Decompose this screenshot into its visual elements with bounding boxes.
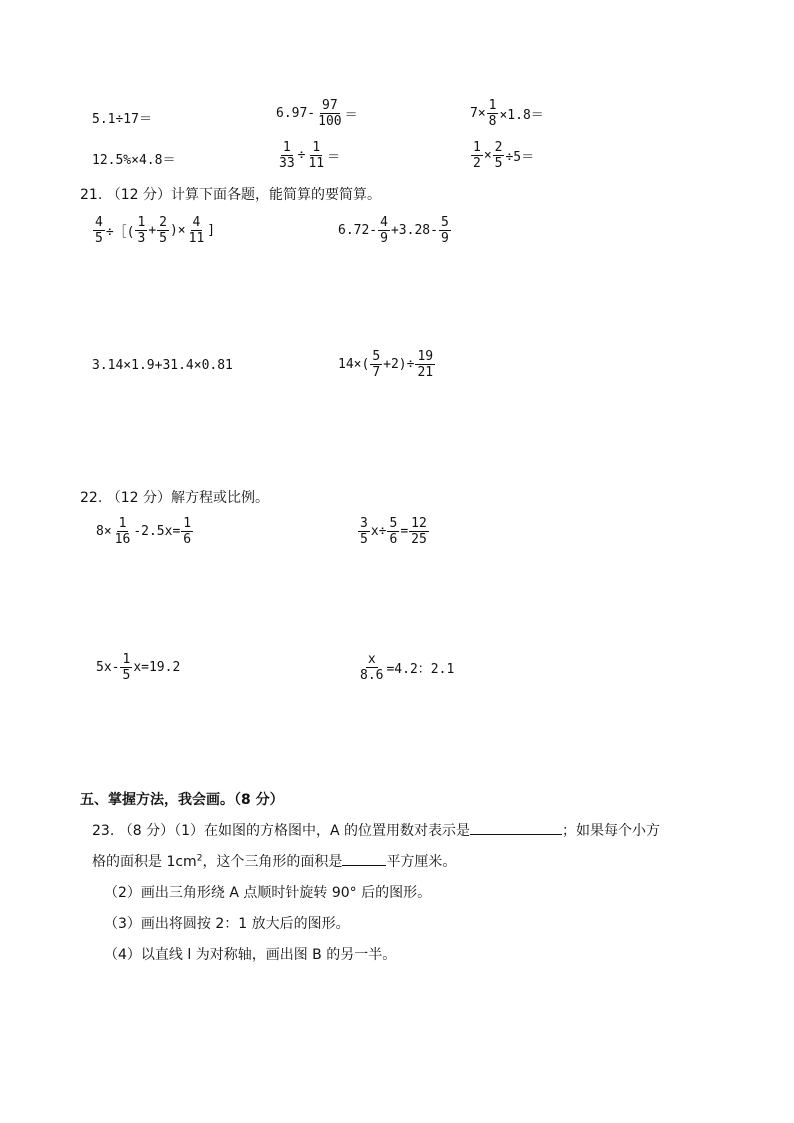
fraction: $\frac{3}{5}$ [360, 516, 368, 547]
fraction: $\frac{5}{9}$ [440, 215, 449, 246]
expr-text: x÷ [370, 524, 387, 539]
expr-text: 6.72- [338, 223, 378, 238]
expr-text: 14×( [338, 357, 370, 372]
q23-line-1 [92, 820, 660, 840]
expr-text: × [483, 148, 492, 163]
fraction: $\frac{97}{100}$ [318, 98, 342, 129]
fraction: $\frac{1}{6}$ [183, 516, 192, 547]
fraction: $\frac{1}{33}$ [279, 140, 295, 171]
oral-expr-2 [276, 98, 358, 129]
oral-expr-1: 5.1÷17＝ [92, 112, 152, 127]
expr-text: )× [169, 223, 186, 238]
fraction: $\frac{5}{6}$ [389, 516, 398, 547]
expr-text: 8× [96, 524, 112, 539]
q21-title: 21. （12 分）计算下面各题，能简算的要简算。 [80, 187, 381, 203]
q21-expr-c: 3.14×1.9+31.4×0.81 [92, 358, 233, 373]
expr-text: = [400, 524, 409, 539]
oral-expr-4: 12.5%×4.8＝ [92, 153, 176, 168]
q23-line-4: （3）画出将圆按 2：1 放大后的图形。 [104, 916, 350, 932]
expr-text: =4.2：2.1 [386, 662, 455, 677]
q23-text: ，这个三角形的面积是 [202, 854, 343, 870]
fraction: $\frac{4}{5}$ [95, 215, 103, 246]
expr-text: 7× [470, 106, 486, 121]
expr-text: ÷5＝ [505, 150, 535, 165]
fraction: $\frac{x}{8.6}$ [360, 652, 384, 683]
q23-line-5: （4）以直线 l 为对称轴，画出图 B 的另一半。 [104, 947, 397, 963]
expr-text: ÷ [297, 148, 306, 163]
expr-text: ×1.8＝ [499, 108, 544, 123]
q22-eq-d [357, 652, 454, 683]
expr-text: +2)÷ [383, 357, 415, 372]
fraction: $\frac{12}{25}$ [411, 516, 427, 547]
fraction: $\frac{1}{5}$ [122, 652, 131, 683]
fraction: $\frac{1}{8}$ [488, 98, 497, 129]
section-5-title: 五、掌握方法，我会画。（8 分） [80, 792, 284, 808]
answer-blank[interactable] [470, 820, 562, 835]
q21-expr-d [338, 349, 436, 380]
q21-expr-a [92, 215, 215, 246]
q22-eq-a [96, 516, 194, 547]
q22-eq-c [96, 652, 180, 683]
q21-expr-b [338, 215, 452, 246]
fraction: $\frac{4}{11}$ [188, 215, 205, 246]
fraction: $\frac{19}{21}$ [417, 349, 434, 380]
expr-text: ＝ [327, 150, 341, 165]
q23-text: ；如果每个小方 [562, 823, 661, 839]
expr-text: ＝ [344, 108, 358, 123]
fraction: $\frac{1}{11}$ [308, 140, 325, 171]
fraction: $\frac{2}{5}$ [494, 140, 503, 171]
expr-text: ÷［( [105, 225, 135, 240]
fraction: $\frac{1}{16}$ [114, 516, 131, 547]
expr-text: ] [207, 223, 216, 238]
oral-expr-3 [470, 98, 544, 129]
q22-eq-b [357, 516, 430, 547]
fraction: $\frac{1}{3}$ [137, 215, 146, 246]
q23-text: 23. （8 分）（1）在如图的方格图中，A 的位置用数对表示是 [92, 823, 471, 839]
answer-blank[interactable] [342, 851, 386, 866]
expr-text: x=19.2 [133, 660, 181, 675]
expr-text: 5x- [96, 660, 120, 675]
expr-text: -2.5x= [133, 524, 181, 539]
expr-text: +3.28- [390, 223, 438, 238]
oral-expr-6 [470, 140, 534, 171]
q23-text: 格的面积是 1cm [92, 854, 197, 870]
q22-title: 22. （12 分）解方程或比例。 [80, 490, 269, 506]
fraction: $\frac{4}{9}$ [380, 215, 388, 246]
q23-line-2 [92, 851, 456, 871]
expr-text: 6.97- [276, 106, 316, 121]
superscript: 2 [196, 853, 203, 864]
fraction: $\frac{1}{2}$ [473, 140, 481, 171]
oral-expr-5 [276, 140, 340, 171]
q23-line-3: （2）画出三角形绕 A 点顺时针旋转 90° 后的图形。 [104, 885, 432, 901]
q23-text: 平方厘米。 [386, 854, 457, 870]
fraction: $\frac{5}{7}$ [372, 349, 381, 380]
expr-text: + [148, 223, 157, 238]
fraction: $\frac{2}{5}$ [159, 215, 167, 246]
